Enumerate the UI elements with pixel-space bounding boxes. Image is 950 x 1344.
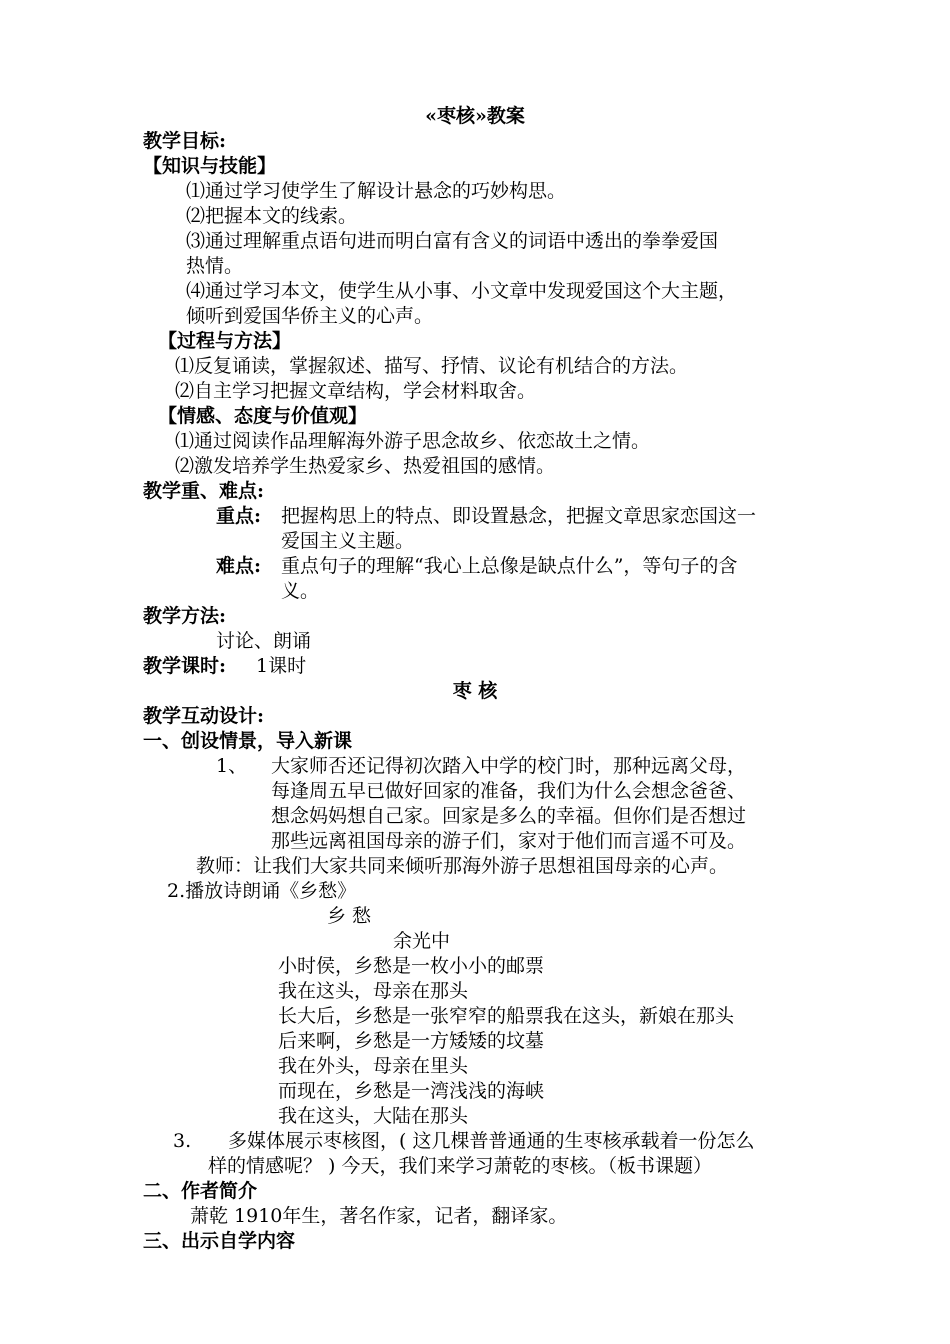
section2-heading: 二、作者简介 [143, 1180, 258, 1202]
method-heading: 教学方法: [143, 605, 227, 627]
knowledge-heading: 【知识与技能】 [143, 155, 277, 177]
key-point-text: 爱国主义主题。 [281, 530, 415, 552]
poem-line: 长大后，乡愁是一张窄窄的船票我在这头，新娘在那头 [278, 1005, 735, 1027]
poem-line: 而现在，乡愁是一湾浅浅的海峡 [278, 1080, 545, 1102]
difficulty-label: 难点: [216, 555, 262, 577]
key-point-text: 把握构思上的特点、即设置悬念，把握文章思家恋国这一 [281, 505, 757, 527]
paragraph-line: 想念妈妈想自己家。回家是多么的幸福。但你们是否想过 [271, 805, 747, 827]
poem-line: 小时侯，乡愁是一枚小小的邮票 [278, 955, 545, 977]
center-title: 枣 核 [452, 680, 498, 702]
poem-title: 乡 愁 [327, 905, 372, 927]
poem-line: 我在这头，大陆在那头 [278, 1105, 469, 1127]
poem-line: 我在外头，母亲在里头 [278, 1055, 469, 1077]
paragraph-line: 大家师否还记得初次踏入中学的校门时，那种远离父母， [271, 755, 747, 777]
hours-label: 教学课时: [143, 655, 227, 677]
teacher-line: 教师：让我们大家共同来倾听那海外游子思想祖国母亲的心声。 [196, 855, 729, 877]
poem-author: 余光中 [393, 930, 451, 952]
hours-value: 1课时 [256, 655, 307, 677]
paragraph-line: 每逢周五早已做好回家的准备，我们为什么会想念爸爸、 [271, 780, 747, 802]
knowledge-item: 热情。 [186, 255, 244, 277]
paragraph-line: 那些远离祖国母亲的游子们，家对于他们而言遥不可及。 [271, 830, 747, 852]
emotion-item: ⑴通过阅读作品理解海外游子思念故乡、依恋故土之情。 [175, 430, 651, 452]
document-title: «枣核»教案 [425, 105, 525, 127]
process-heading: 【过程与方法】 [158, 330, 292, 352]
paragraph-line: 样的情感呢？ ) 今天，我们来学习萧乾的枣核。（板书课题） [208, 1155, 712, 1177]
difficulty-text: 重点句子的理解“我心上总像是缺点什么”，等句子的含 [281, 555, 738, 577]
poem-line: 我在这头，母亲在那头 [278, 980, 469, 1002]
design-heading: 教学互动设计: [143, 705, 265, 727]
emotion-item: ⑵激发培养学生热爱家乡、热爱祖国的感情。 [175, 455, 556, 477]
key-points-heading: 教学重、难点: [143, 480, 265, 502]
process-item: ⑴反复诵读，掌握叙述、描写、抒情、议论有机结合的方法。 [175, 355, 689, 377]
item-2: 2.播放诗朗诵《乡愁》 [167, 880, 357, 902]
goals-heading: 教学目标: [143, 130, 227, 152]
paragraph-line: 多媒体展示枣核图，( 这几棵普普通通的生枣核承载着一份怎么 [228, 1130, 755, 1152]
knowledge-item: 倾听到爱国华侨主义的心声。 [186, 305, 434, 327]
emotion-heading: 【情感、态度与价值观】 [158, 405, 368, 427]
method-text: 讨论、朗诵 [216, 630, 312, 652]
key-point-label: 重点: [216, 505, 262, 527]
process-item: ⑵自主学习把握文章结构，学会材料取舍。 [175, 380, 537, 402]
knowledge-item: ⑵把握本文的线索。 [186, 205, 358, 227]
author-intro: 萧乾 1910年生，著名作家，记者，翻译家。 [190, 1205, 568, 1227]
knowledge-item: ⑶通过理解重点语句进而明白富有含义的词语中透出的拳拳爱国 [186, 230, 719, 252]
section1-heading: 一、创设情景，导入新课 [143, 730, 353, 752]
knowledge-item: ⑷通过学习本文，使学生从小事、小文章中发现爱国这个大主题， [186, 280, 738, 302]
item-number: 3. [173, 1130, 192, 1152]
item-number: 1、 [216, 755, 248, 777]
section3-heading: 三、出示自学内容 [143, 1230, 296, 1252]
knowledge-item: ⑴通过学习使学生了解设计悬念的巧妙构思。 [186, 180, 567, 202]
poem-line: 后来啊，乡愁是一方矮矮的坟墓 [278, 1030, 545, 1052]
difficulty-text: 义。 [281, 580, 320, 602]
